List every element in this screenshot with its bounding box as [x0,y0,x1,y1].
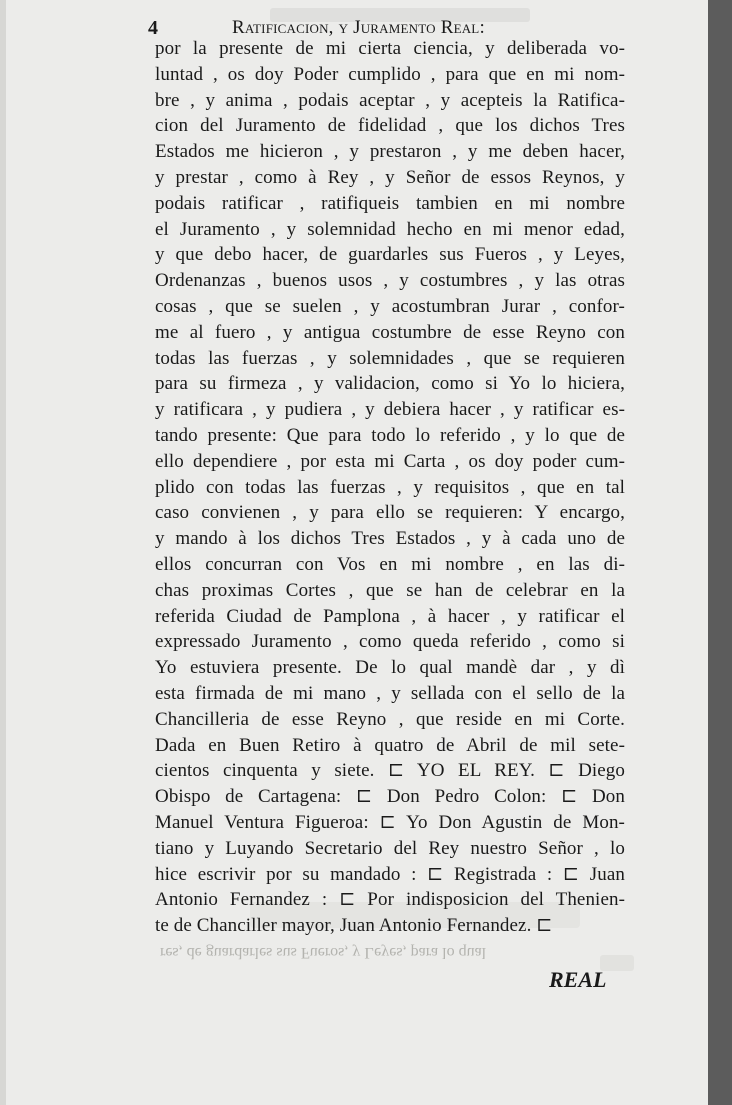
text-line: todas las fuerzas , y solemnidades , que se requieren [155,347,625,369]
body-text [155,36,625,936]
text-line: te de Chanciller mayor, Juan Antonio Fernandez. ⊏ [155,915,553,937]
text-line: cosas , que se suelen , y acostumbran Jurar , confor- [155,295,625,317]
text-line: Antonio Fernandez : ⊏ Por indisposicion del Thenien- [155,889,625,911]
text-line: para su firmeza , y validacion, como si Yo lo hiciera, [155,373,625,395]
text-line: tando presente: Que para todo lo referido , y lo que de [155,424,625,446]
text-line: el Juramento , y solemnidad hecho en mi menor edad, [155,218,625,240]
text-line: tiano y Luyando Secretario del Rey nuestro Señor , lo [155,837,625,859]
text-line: ello dependiere , por esta mi Carta , os doy poder cum- [155,450,625,472]
text-line: Yo estuviera presente. De lo qual mandè dar , y dì [155,657,625,679]
text-line: y prestar , como à Rey , y Señor de essos Reynos, y [155,166,625,188]
text-line: Ordenanzas , buenos usos , y costumbres , y las otras [155,270,625,292]
text-line: cientos cinquenta y siete. ⊏ YO EL REY. ⊏ Diego [155,760,625,782]
text-line: Estados me hicieron , y prestaron , y me deben hacer, [155,141,625,163]
catchword: REAL [549,967,607,992]
text-line: plido con todas las fuerzas , y requisitos , que en tal [155,476,625,498]
text-line: podais ratificar , ratifiqueis tambien en mi nombre [155,192,625,214]
text-line: Chancilleria de esse Reyno , que reside en mi Corte. [155,708,625,730]
bleed-through-text [160,940,630,964]
scan-right-edge [708,0,732,1105]
text-line: y ratificara , y pudiera , y debiera hacer , y ratificar es- [155,399,625,421]
text-line: expressado Juramento , como queda referido , como si [155,631,625,653]
text-line: cion del Juramento de fidelidad , que los dichos Tres [155,115,625,137]
bleed-through-text-line: res, de guardarles sus Fueros, y Leyes, para lo qual [160,944,487,961]
text-line: referida Ciudad de Pamplona , à hacer , y ratificar el [155,605,625,627]
text-line: por la presente de mi cierta ciencia, y deliberada vo- [155,38,625,59]
text-line: luntad , os doy Poder cumplido , para que en mi nom- [155,63,625,85]
text-line: hice escrivir por su mandado : ⊏ Registrada : ⊏ Juan [155,863,625,885]
text-line: me al fuero , y antigua costumbre de esse Reyno con [155,321,625,343]
text-line: caso convienen , y para ello se requieren: Y encargo, [155,502,625,524]
running-head: Ratificacion, y Juramento Real: [232,17,485,38]
text-line: ellos concurran con Vos en mi nombre , en las di- [155,553,625,575]
page-number: 4 [148,17,158,39]
text-line: Manuel Ventura Figueroa: ⊏ Yo Don Agustin de Mon- [155,811,625,833]
text-line: y que debo hacer, de guardarles sus Fueros , y Leyes, [155,244,625,266]
text-line: chas proximas Cortes , que se han de celebrar en la [155,579,625,601]
text-line: bre , y anima , podais aceptar , y acepteis la Ratifica- [155,89,625,111]
text-line: Obispo de Cartagena: ⊏ Don Pedro Colon: ⊏ Don [155,786,625,808]
text-line: y mando à los dichos Tres Estados , y à cada uno de [155,528,625,550]
text-line: esta firmada de mi mano , y sellada con el sello de la [155,682,625,704]
text-line: Dada en Buen Retiro à quatro de Abril de mil sete- [155,734,625,756]
scan-left-edge [0,0,6,1105]
